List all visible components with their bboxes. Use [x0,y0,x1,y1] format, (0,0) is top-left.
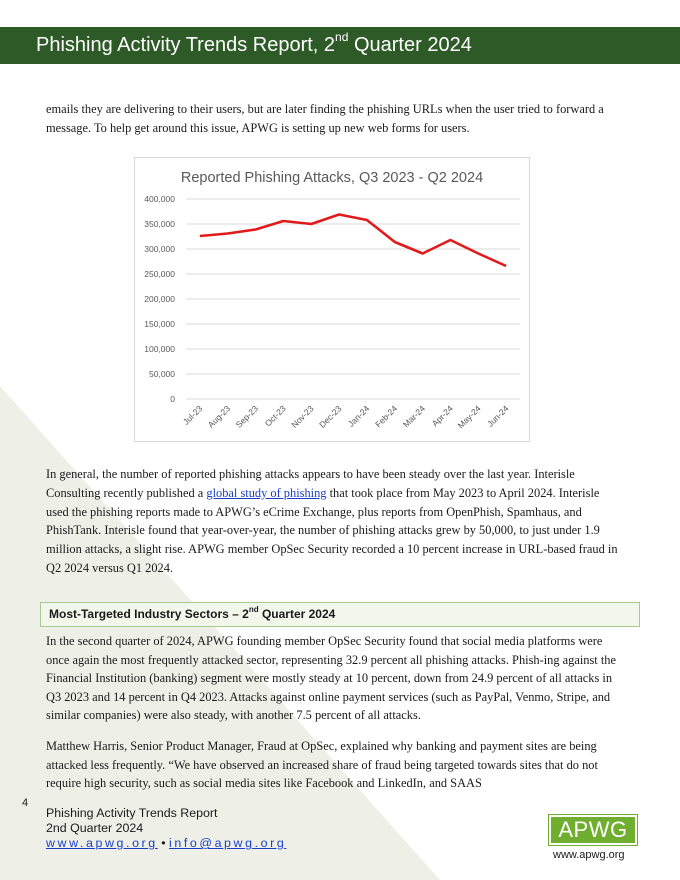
x-tick-label: Nov-23 [289,403,316,430]
harris-paragraph: Matthew Harris, Senior Product Manager, Fraud at OpSec, explained why banking and payment sites are being attacked less frequently. “We have observed an increased share of fraud being targeted towards sites that do not require high security, such as social media sites like Facebook and LinkedIn, and SAAS [46,739,598,790]
footer-line2: 2nd Quarter 2024 [46,821,144,835]
y-tick-label: 400,000 [144,194,175,204]
y-tick-label: 350,000 [144,219,175,229]
x-tick-label: Jun-24 [485,403,511,429]
x-tick-label: Apr-24 [429,403,455,429]
general-text-after-link: that took place from May 2023 to April 2024. Interisle used the phishing reports made to APWG’s eCrime Exchange, plus reports from OpenPhish, Spamhaus, and PhishTank. Interisle found that year-over-year, the number of phishing attacks grew by 50,000, to just under 1.9 million attacks, a slight rise. APWG member OpSec Security recorded a 10 percent increase in URL-based fraud in Q2 2024 versus Q1 2024. [46,485,618,575]
footer-line1: Phishing Activity Trends Report [46,806,218,820]
page-number: 4 [22,797,29,809]
header-bar [0,27,680,64]
website-link[interactable]: www.apwg.org [46,836,158,850]
y-tick-label: 0 [170,394,175,404]
x-tick-label: Sep-23 [233,403,260,430]
x-tick-label: Feb-24 [373,403,400,430]
footer-separator: • [157,836,170,850]
section-heading-sup: nd [248,605,259,614]
y-tick-label: 200,000 [144,294,175,304]
x-tick-label: Oct-23 [262,403,288,429]
section-heading-prefix: Most-Targeted Industry Sectors – 2 [49,607,249,621]
intro-paragraph: emails they are delivering to their users, but are later finding the phishing URLs when the user tried to forward a message. To help get around this issue, APWG is setting up new web forms for users. [46,102,604,135]
general-text-before-link: In general, the number of reported phishing attacks appears to have been steady over the last year. Interisle Consulting recently published a [46,467,575,500]
sectors-paragraph: In the second quarter of 2024, APWG founding member OpSec Security found that social media platforms were once again the most frequently attacked sector, representing 32.9 percent all phishing attacks. Phish-ing against the Financial Institution (banking) segment were mostly steady at 10 percent, down from 24.9 percent of all attacks in Q3 2023 and 14 percent in Q4 2023. Attacks against online payment services (such as PayPal, Venmo, Stripe, and similar companies) were also steady, with another 7.5 percent of all attacks. [46,634,616,722]
y-tick-label: 150,000 [144,319,175,329]
phishing-attacks-chart [134,157,530,442]
x-tick-label: May-24 [455,403,483,431]
x-tick-label: Aug-23 [205,403,233,430]
x-tick-label: Mar-24 [400,403,427,430]
header-title-prefix: Phishing Activity Trends Report, 2 [36,34,336,56]
apwg-logo: APWG [549,815,637,845]
y-tick-label: 50,000 [149,369,175,379]
x-tick-label: Dec-23 [317,403,344,430]
footer-text [46,806,286,851]
general-paragraph [46,465,618,578]
footer-contacts [46,836,286,851]
section-heading-suffix: Quarter 2024 [258,607,336,621]
header-title-suffix: Quarter 2024 [348,34,472,56]
chart-title: Reported Phishing Attacks, Q3 2023 - Q2 2024 [180,170,484,186]
y-tick-label: 250,000 [144,269,175,279]
x-tick-label: Jul-23 [180,403,205,427]
y-tick-label: 100,000 [144,344,175,354]
logo-url: www.apwg.org [553,849,625,861]
header-title-sup: nd [335,30,349,45]
section-heading-box [40,602,640,627]
x-tick-label: Jan-24 [345,403,372,429]
series-line [200,215,506,267]
y-tick-label: 300,000 [144,244,175,254]
global-study-link[interactable]: global study of phishing [206,485,327,500]
chart-svg [135,158,529,441]
email-link[interactable]: info@apwg.org [169,836,287,850]
